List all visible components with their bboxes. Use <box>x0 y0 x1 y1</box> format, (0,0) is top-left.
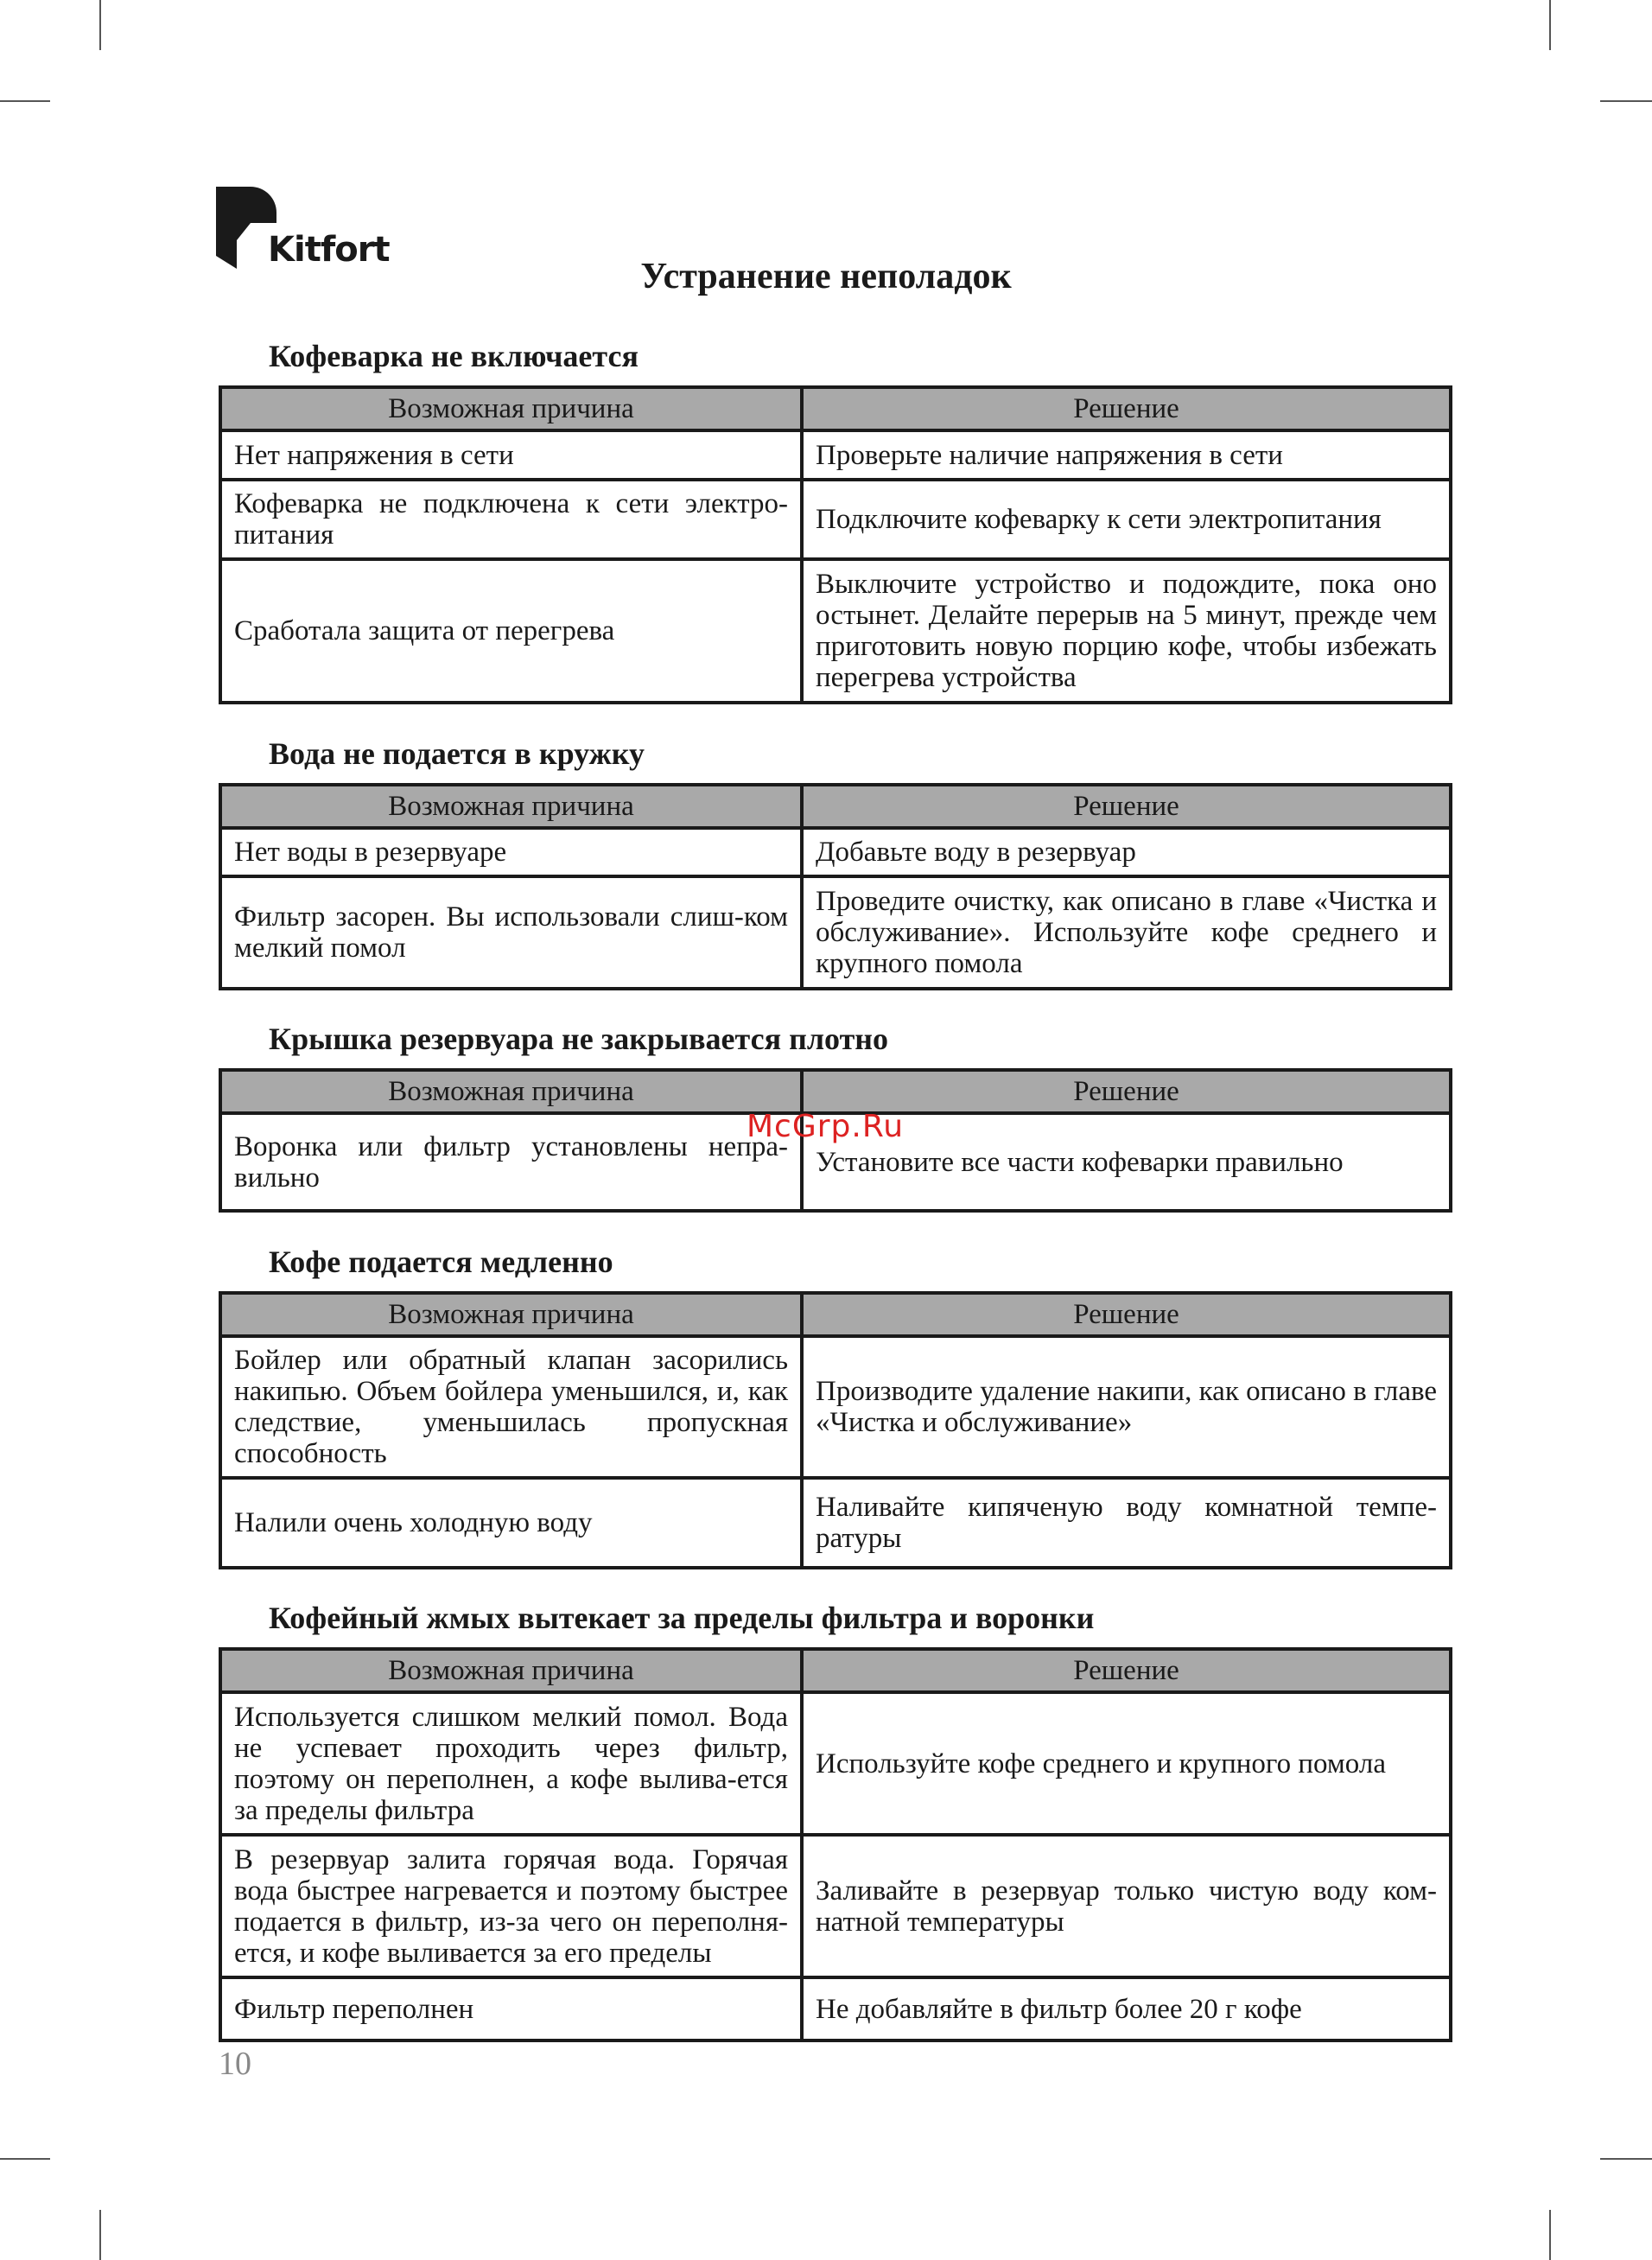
solution-cell: Используйте кофе среднего и крупного помола <box>802 1692 1451 1835</box>
watermark: McGrp.Ru <box>747 1109 905 1144</box>
header-solution: Решение <box>802 1070 1451 1113</box>
section-no-water <box>219 735 1449 990</box>
solution-cell: Наливайте кипяченую воду комнатной темпе-ратуры <box>802 1478 1451 1568</box>
section-title: Крышка резервуара не закрывается плотно <box>269 1022 888 1056</box>
section-title: Кофейный жмых вытекает за пределы фильтра и воронки <box>269 1601 1095 1635</box>
crop-mark <box>0 100 50 102</box>
cause-cell: Нет напряжения в сети <box>220 430 802 480</box>
table-header-row <box>220 387 1451 430</box>
table-row <box>220 559 1451 703</box>
table-header-row <box>220 785 1451 828</box>
section-title: Вода не подается в кружку <box>269 736 645 771</box>
solution-cell: Заливайте в резервуар только чистую воду ком-натной температуры <box>802 1835 1451 1977</box>
cause-cell: Сработала защита от перегрева <box>220 559 802 703</box>
table-header-row <box>220 1649 1451 1692</box>
crop-mark <box>1549 0 1551 50</box>
troubleshooting-table <box>219 385 1452 704</box>
solution-cell: Подключите кофеварку к сети электропитания <box>802 480 1451 559</box>
solution-cell: Проверьте наличие напряжения в сети <box>802 430 1451 480</box>
crop-mark <box>1600 2158 1652 2160</box>
cause-cell: Используется слишком мелкий помол. Вода не успевает проходить через фильтр, поэтому он переполнен, а кофе вылива-ется за пределы фильтра <box>220 1692 802 1835</box>
header-solution: Решение <box>802 387 1451 430</box>
cause-cell: Фильтр засорен. Вы использовали слиш-ком мелкий помол <box>220 876 802 989</box>
solution-cell: Выключите устройство и подождите, пока оно остынет. Делайте перерыв на 5 минут, прежде чем приготовить новую порцию кофе, чтобы избежать перегрева устройства <box>802 559 1451 703</box>
header-solution: Решение <box>802 1649 1451 1692</box>
header-cause: Возможная причина <box>220 785 802 828</box>
table-header-row <box>220 1070 1451 1113</box>
header-solution: Решение <box>802 785 1451 828</box>
solution-cell: Не добавляйте в фильтр более 20 г кофе <box>802 1977 1451 2040</box>
page-number: 10 <box>219 2046 251 2082</box>
crop-mark <box>99 0 101 50</box>
cause-cell: Бойлер или обратный клапан засорились накипью. Объем бойлера уменьшился, и, как следствие, уменьшилась пропускная способность <box>220 1336 802 1478</box>
table-row <box>220 480 1451 559</box>
header-cause: Возможная причина <box>220 1070 802 1113</box>
table-row <box>220 1977 1451 2040</box>
brand-name: Kitfort <box>268 230 390 270</box>
section-no-power <box>219 337 1449 704</box>
troubleshooting-table <box>219 1647 1452 2042</box>
troubleshooting-table <box>219 1291 1452 1569</box>
table-row <box>220 1336 1451 1478</box>
table-row <box>220 828 1451 876</box>
crop-mark <box>1600 100 1652 102</box>
section-title: Кофеварка не включается <box>269 339 639 373</box>
solution-cell: Установите все части кофеварки правильно <box>802 1113 1451 1211</box>
page-title: Устранение неполадок <box>640 257 1012 296</box>
header-cause: Возможная причина <box>220 1649 802 1692</box>
cause-cell: Налили очень холодную воду <box>220 1478 802 1568</box>
cause-cell: В резервуар залита горячая вода. Горячая вода быстрее нагревается и поэтому быстрее подается в фильтр, из-за чего он переполня-ется, и кофе выливается за его пределы <box>220 1835 802 1977</box>
solution-cell: Проведите очистку, как описано в главе «Чистка и обслуживание». Используйте кофе среднего и крупного помола <box>802 876 1451 989</box>
table-row <box>220 1692 1451 1835</box>
table-row <box>220 1835 1451 1977</box>
crop-mark <box>99 2210 101 2260</box>
crop-mark <box>1549 2210 1551 2260</box>
cause-cell: Воронка или фильтр установлены непра-вильно <box>220 1113 802 1211</box>
table-header-row <box>220 1293 1451 1336</box>
solution-cell: Добавьте воду в резервуар <box>802 828 1451 876</box>
section-title: Кофе подается медленно <box>269 1245 613 1279</box>
header-solution: Решение <box>802 1293 1451 1336</box>
crop-mark <box>0 2158 50 2160</box>
section-grounds-overflow <box>219 1599 1449 2042</box>
section-slow-coffee <box>219 1243 1449 1569</box>
table-row <box>220 430 1451 480</box>
solution-cell: Производите удаление накипи, как описано в главе «Чистка и обслуживание» <box>802 1336 1451 1478</box>
table-row <box>220 876 1451 989</box>
header-cause: Возможная причина <box>220 1293 802 1336</box>
cause-cell: Кофеварка не подключена к сети электро-питания <box>220 480 802 559</box>
troubleshooting-table <box>219 783 1452 990</box>
cause-cell: Нет воды в резервуаре <box>220 828 802 876</box>
table-row <box>220 1478 1451 1568</box>
cause-cell: Фильтр переполнен <box>220 1977 802 2040</box>
header-cause: Возможная причина <box>220 387 802 430</box>
